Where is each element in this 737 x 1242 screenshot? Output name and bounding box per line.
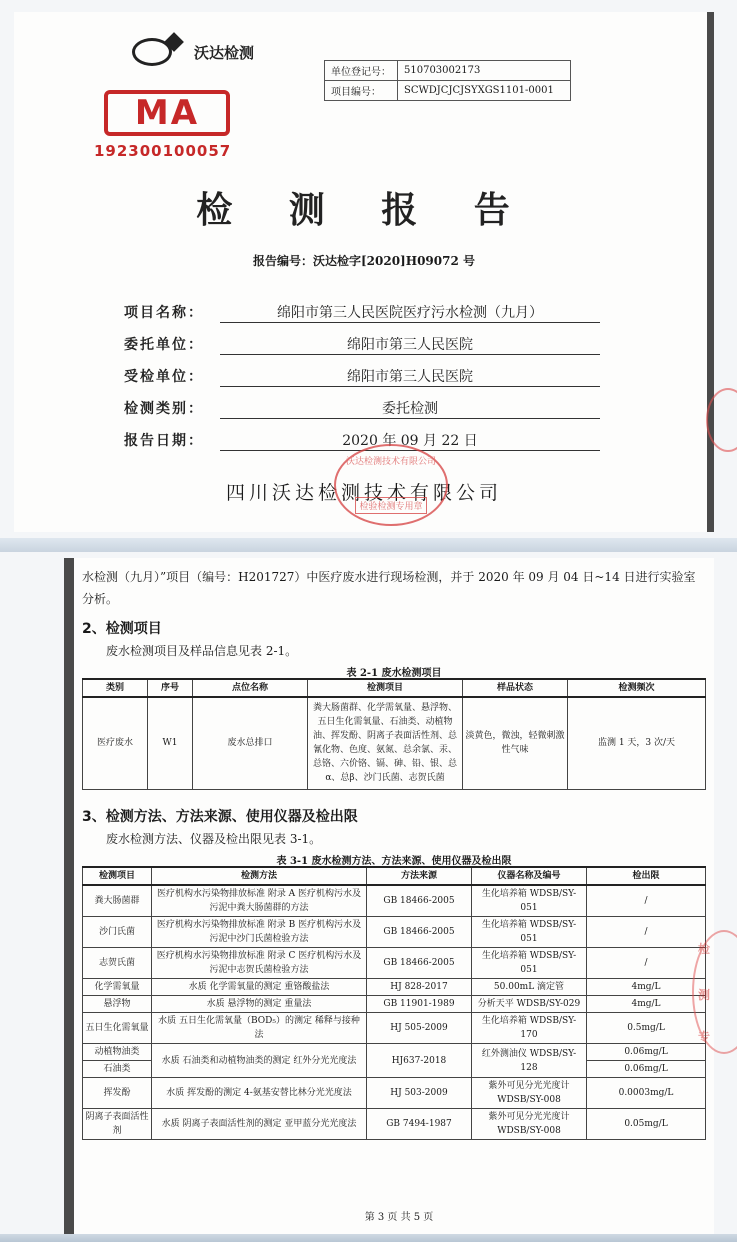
field-value: 委托检测	[220, 398, 600, 419]
table-header: 方法来源	[367, 867, 472, 885]
table-2-1	[82, 678, 706, 790]
table-cell: 生化培养箱 WDSB/SY-170	[472, 1013, 587, 1044]
company-seal-stamp	[334, 444, 448, 526]
field-project-name	[124, 302, 600, 323]
table-3-1	[82, 866, 706, 1140]
table-cell: 分析天平 WDSB/SY-029	[472, 996, 587, 1013]
stamp-char: 检	[698, 942, 711, 956]
report-number: 报告编号：沃达检字[2020]H09072 号	[252, 254, 476, 268]
table-cell: 生化培养箱 WDSB/SY-051	[472, 885, 587, 917]
table-cell: 0.06mg/L	[587, 1044, 706, 1061]
table-cell: 水质 化学需氧量的测定 重铬酸盐法	[152, 979, 367, 996]
table-cell: 水质 挥发酚的测定 4-氨基安替比林分光光度法	[152, 1078, 367, 1109]
logo-mark-icon	[132, 38, 172, 66]
field-value: 绵阳市第三人民医院医疗污水检测（九月）	[220, 302, 600, 323]
table-header: 点位名称	[193, 679, 308, 697]
table-row	[83, 1044, 706, 1061]
table-row	[83, 996, 706, 1013]
table-cell: /	[587, 917, 706, 948]
report-page-3	[64, 558, 714, 1238]
field-report-date	[124, 430, 600, 451]
ma-number: 192300100057	[94, 142, 232, 160]
field-test-type	[124, 398, 600, 419]
page-footer: 第 3 页 共 5 页	[364, 1212, 434, 1223]
stamp-char: 测	[698, 988, 711, 1002]
field-label: 受检单位：	[124, 369, 204, 385]
table-row	[83, 1013, 706, 1044]
reg-label: 单位登记号：	[325, 61, 398, 81]
table-cell: 动植物油类	[83, 1044, 152, 1061]
table-row	[83, 948, 706, 979]
table-cell: GB 11901-1989	[367, 996, 472, 1013]
table-cell: 石油类	[83, 1061, 152, 1078]
table-cell: 生化培养箱 WDSB/SY-051	[472, 917, 587, 948]
field-value: 绵阳市第三人民医院	[220, 366, 600, 387]
table-cell: 化学需氧量	[83, 979, 152, 996]
table-cell: 0.05mg/L	[587, 1109, 706, 1140]
stamp-char: 专	[698, 1030, 711, 1044]
table-row	[83, 917, 706, 948]
table-cell: 志贺氏菌	[83, 948, 152, 979]
table-cell: HJ 505-2009	[367, 1013, 472, 1044]
table-cell: 五日生化需氧量	[83, 1013, 152, 1044]
report-cover-page	[14, 12, 714, 532]
field-value: 绵阳市第三人民医院	[220, 334, 600, 355]
cma-mark	[94, 90, 244, 160]
table-cell: 水质 五日生化需氧量（BOD₅）的测定 稀释与接种法	[152, 1013, 367, 1044]
table-cell: 监测 1 天，3 次/天	[568, 697, 706, 789]
table-row	[83, 697, 706, 789]
company-name: 四川沃达检测技术有限公司	[225, 482, 502, 504]
table-header: 检测项目	[83, 867, 152, 885]
field-label: 委托单位：	[124, 337, 204, 353]
table-header: 类别	[83, 679, 148, 697]
table-cell: 阴离子表面活性剂	[83, 1109, 152, 1140]
table-cell: 粪大肠菌群	[83, 885, 152, 917]
field-label: 报告日期：	[124, 433, 204, 449]
table-2-1-wrapper	[82, 678, 706, 790]
table-3-1-caption: 表 3-1 废水检测方法、方法来源、使用仪器及检出限	[276, 856, 512, 867]
table-cell: 50.00mL 滴定管	[472, 979, 587, 996]
table-cell: 水质 阴离子表面活性剂的测定 亚甲蓝分光光度法	[152, 1109, 367, 1140]
table-header-row	[83, 867, 706, 885]
table-cell: 紫外可见分光光度计 WDSB/SY-008	[472, 1109, 587, 1140]
field-value: 2020 年 09 月 22 日	[220, 430, 600, 451]
section-3-text: 废水检测方法、仪器及检出限见表 3-1。	[106, 832, 322, 846]
table-cell: /	[587, 948, 706, 979]
table-cell: 医疗机构水污染物排放标准 附录 B 医疗机构污水及污泥中沙门氏菌检验方法	[152, 917, 367, 948]
seal-top-text: 沃达检测技术有限公司	[345, 457, 436, 467]
page-separator	[0, 538, 737, 552]
table-header: 序号	[148, 679, 193, 697]
table-header-row	[83, 679, 706, 697]
table-cell: GB 18466-2005	[367, 948, 472, 979]
table-cell: HJ637-2018	[367, 1044, 472, 1078]
table-row	[83, 885, 706, 917]
intro-paragraph: 水检测（九月）”项目（编号：H201727）中医疗废水进行现场检测，并于 2020 年 09 月 04 日~14 日进行实验室分析。	[82, 570, 696, 606]
bottom-bar	[0, 1234, 737, 1242]
report-title: 检 测 报 告	[196, 189, 532, 231]
table-cell: 4mg/L	[587, 979, 706, 996]
table-header: 样品状态	[463, 679, 568, 697]
table-header: 检出限	[587, 867, 706, 885]
registration-row	[325, 81, 571, 101]
table-cell: 医疗机构水污染物排放标准 附录 A 医疗机构污水及污泥中粪大肠菌群的方法	[152, 885, 367, 917]
table-cell: HJ 828-2017	[367, 979, 472, 996]
table-cell: 0.0003mg/L	[587, 1078, 706, 1109]
table-cell: GB 18466-2005	[367, 885, 472, 917]
reg-label: 项目编号：	[325, 81, 398, 101]
table-row	[83, 979, 706, 996]
table-cell: W1	[148, 697, 193, 789]
table-header: 检测方法	[152, 867, 367, 885]
table-cell: HJ 503-2009	[367, 1078, 472, 1109]
table-2-1-caption: 表 2-1 废水检测项目	[346, 668, 442, 679]
table-cell: 水质 石油类和动植物油类的测定 红外分光光度法	[152, 1044, 367, 1078]
table-cell: 红外测油仪 WDSB/SY-128	[472, 1044, 587, 1078]
table-cell: 悬浮物	[83, 996, 152, 1013]
table-header: 检测项目	[308, 679, 463, 697]
edge-seal-stamp-2	[692, 930, 737, 1054]
table-cell: 挥发酚	[83, 1078, 152, 1109]
table-cell: /	[587, 885, 706, 917]
field-label: 检测类别：	[124, 401, 204, 417]
reg-value: 510703002173	[398, 61, 571, 81]
field-inspected-unit	[124, 366, 600, 387]
field-label: 项目名称：	[124, 305, 204, 321]
table-header: 仪器名称及编号	[472, 867, 587, 885]
table-cell: 紫外可见分光光度计 WDSB/SY-008	[472, 1078, 587, 1109]
table-cell: 0.06mg/L	[587, 1061, 706, 1078]
logo-text: 沃达检测	[194, 43, 255, 62]
company-logo	[132, 38, 254, 66]
seal-bottom-text: 检验检测专用章	[355, 497, 426, 514]
section-2-title: 2、检测项目	[82, 621, 162, 637]
table-cell: GB 18466-2005	[367, 917, 472, 948]
table-cell: 医疗废水	[83, 697, 148, 789]
registration-table	[324, 60, 571, 101]
table-3-1-wrapper	[82, 866, 706, 1140]
table-cell: 废水总排口	[193, 697, 308, 789]
section-3-title: 3、检测方法、方法来源、使用仪器及检出限	[82, 809, 358, 825]
section-2-text: 废水检测项目及样品信息见表 2-1。	[106, 644, 298, 658]
table-row	[83, 1078, 706, 1109]
table-cell: GB 7494-1987	[367, 1109, 472, 1140]
table-cell: 沙门氏菌	[83, 917, 152, 948]
registration-row	[325, 61, 571, 81]
table-row	[83, 1109, 706, 1140]
ma-badge: MA	[104, 90, 230, 136]
table-cell: 粪大肠菌群、化学需氧量、悬浮物、五日生化需氧量、石油类、动植物油、挥发酚、阴离子表面活性剂、总氰化物、色度、氨氮、总余氯、汞、总铬、六价铬、镉、砷、铅、银、总α、总β、沙门氏菌、志贺氏菌	[308, 697, 463, 789]
table-cell: 4mg/L	[587, 996, 706, 1013]
table-header: 检测频次	[568, 679, 706, 697]
table-cell: 0.5mg/L	[587, 1013, 706, 1044]
table-cell: 淡黄色，微浊，轻微刺激性气味	[463, 697, 568, 789]
table-cell: 生化培养箱 WDSB/SY-051	[472, 948, 587, 979]
table-cell: 水质 悬浮物的测定 重量法	[152, 996, 367, 1013]
table-cell: 医疗机构水污染物排放标准 附录 C 医疗机构污水及污泥中志贺氏菌检验方法	[152, 948, 367, 979]
field-client	[124, 334, 600, 355]
reg-value: SCWDJCJCJSYXGS1101-0001	[398, 81, 571, 101]
